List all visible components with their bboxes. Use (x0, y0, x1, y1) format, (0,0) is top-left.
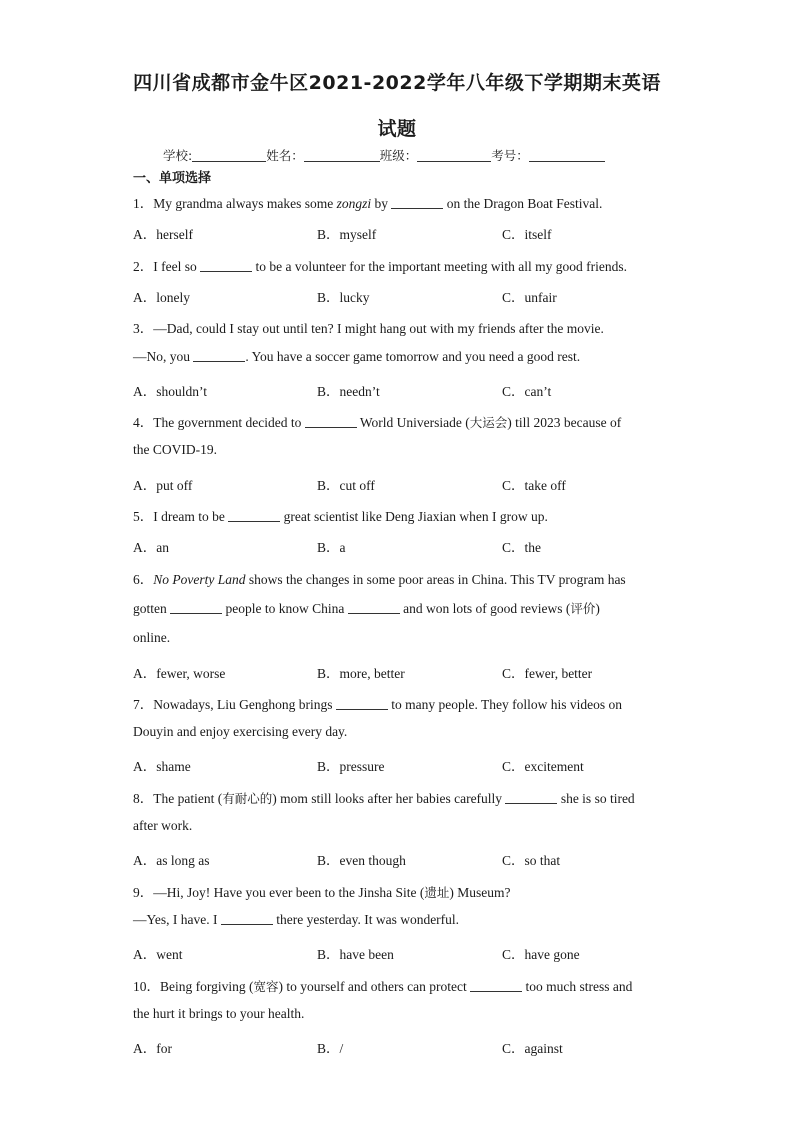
question-2-option-b: B．lucky (317, 289, 370, 305)
question-4-line-1 (133, 411, 621, 431)
answer-blank (348, 601, 400, 614)
question-text: 8．The patient ( (133, 790, 223, 806)
question-8-option-b: B．even though (317, 853, 406, 869)
name-blank (304, 148, 380, 162)
question-text: great scientist like Deng Jiaxian when I grow up. (280, 509, 548, 524)
question-text: ) mom still looks after her babies carefully (272, 790, 506, 806)
question-7-option-a: A．shame (133, 759, 191, 775)
question-text: and won lots of good reviews ( (399, 600, 571, 616)
question-text: too much stress and (522, 978, 633, 994)
question-text: 4．The government decided to (133, 415, 305, 431)
question-text: World Universiade ( (356, 415, 470, 431)
student-info-row (163, 146, 605, 164)
question-7-option-b: B．pressure (317, 759, 385, 775)
name-label: 姓名： (266, 148, 304, 163)
question-4-option-c: C．take off (502, 477, 566, 493)
italic-term: No Poverty Land (153, 571, 246, 587)
question-5-option-c: C．the (502, 540, 541, 556)
question-1-option-a: A．herself (133, 227, 193, 243)
italic-term: zongzi (336, 196, 372, 211)
answer-blank (228, 509, 280, 522)
question-text: 6． (133, 571, 154, 587)
question-3-option-c: C．can’t (502, 383, 552, 399)
question-4-line-2 (133, 442, 217, 458)
question-text: 7．Nowadays, Liu Genghong brings (133, 696, 336, 712)
question-text: ) (595, 600, 600, 616)
question-5-option-a: A．an (133, 540, 169, 556)
question-text: Douyin and enjoy exercising every day. (133, 724, 348, 740)
question-9-option-c: C．have gone (502, 947, 580, 963)
question-10-option-b: B．/ (317, 1041, 344, 1057)
answer-blank (200, 259, 252, 272)
question-text: ) Museum? (449, 884, 511, 900)
question-10-line-2 (133, 1006, 304, 1022)
question-text: after work. (133, 818, 193, 833)
question-text: . You have a soccer game tomorrow and you need a good rest. (245, 348, 581, 364)
question-text: 5．I dream to be (133, 509, 229, 524)
question-3-line-2 (133, 349, 580, 365)
answer-blank (221, 912, 273, 925)
question-1-line-1 (133, 192, 602, 212)
chinese-gloss: 大运会 (469, 415, 508, 431)
question-text: 1．My grandma always makes some (133, 196, 337, 211)
question-10-line-1 (133, 975, 632, 995)
question-text: people to know China (222, 600, 348, 616)
class-blank (417, 148, 491, 162)
question-10-option-a: A．for (133, 1041, 172, 1057)
answer-blank (336, 697, 388, 710)
question-4-option-b: B．cut off (317, 477, 375, 493)
question-7-option-c: C．excitement (502, 759, 584, 775)
question-6-line-1 (133, 568, 626, 588)
question-text: the hurt it brings to your health. (133, 1005, 305, 1021)
page-title-line-1: 四川省成都市金牛区2021-2022学年八年级下学期期末英语 (133, 72, 661, 94)
question-text: she is so tired (557, 790, 635, 806)
question-8-option-a: A．as long as (133, 853, 210, 869)
section-title: 一、单项选择 (133, 171, 212, 186)
question-9-line-1 (133, 881, 510, 901)
answer-blank (193, 349, 245, 362)
question-text: to be a volunteer for the important meeting with all my good friends. (252, 258, 628, 274)
answer-blank (305, 415, 357, 428)
question-2-option-a: A．lonely (133, 289, 190, 305)
question-text: by (371, 196, 392, 211)
answer-blank (170, 601, 222, 614)
question-10-option-c: C．against (502, 1041, 563, 1057)
question-text: 9．—Hi, Joy! Have you ever been to the Jinsha Site ( (133, 884, 425, 900)
question-3-line-1 (133, 317, 604, 337)
question-6-line-2 (133, 599, 600, 617)
answer-blank (505, 791, 557, 804)
question-6-option-b: B．more, better (317, 665, 405, 681)
question-8-line-1 (133, 787, 635, 807)
question-text: ) till 2023 because of (507, 415, 622, 431)
question-text: shows the changes in some poor areas in China. This TV program has (245, 571, 626, 587)
question-2-line-1 (133, 255, 627, 275)
question-text: the COVID-19. (133, 442, 217, 458)
answer-blank (470, 979, 522, 992)
question-7-line-2 (133, 724, 347, 740)
question-text: 2．I feel so (133, 258, 201, 274)
question-5-option-b: B．a (317, 540, 346, 556)
question-6-option-a: A．fewer, worse (133, 665, 226, 681)
chinese-gloss: 评价 (570, 600, 596, 616)
question-text: —Yes, I have. I (133, 911, 221, 927)
question-text: gotten (133, 600, 171, 616)
question-6-line-3 (133, 630, 170, 646)
question-1-option-c: C．itself (502, 227, 552, 243)
question-text: ) to yourself and others can protect (278, 978, 471, 994)
question-4-option-a: A．put off (133, 477, 193, 493)
question-text: 3．—Dad, could I stay out until ten? I might hang out with my friends after the movie. (133, 321, 604, 337)
school-blank (192, 148, 266, 162)
exam-number-blank (529, 148, 605, 162)
school-label: 学校: (163, 148, 193, 163)
question-8-line-2 (133, 818, 192, 834)
question-5-line-1 (133, 505, 548, 525)
question-text: there yesterday. It was wonderful. (272, 911, 460, 927)
question-7-line-1 (133, 693, 622, 713)
question-text: online. (133, 630, 171, 646)
answer-blank (391, 196, 443, 209)
question-8-option-c: C．so that (502, 853, 561, 869)
page-title-line-2: 试题 (377, 118, 417, 140)
exam-number-label: 考号： (491, 148, 529, 163)
question-text: 10．Being forgiving ( (133, 978, 254, 994)
question-3-option-b: B．needn’t (317, 383, 380, 399)
chinese-gloss: 宽容 (253, 978, 279, 994)
question-9-line-2 (133, 912, 459, 928)
question-9-option-b: B．have been (317, 947, 394, 963)
question-6-option-c: C．fewer, better (502, 665, 593, 681)
chinese-gloss: 有耐心的 (222, 790, 273, 806)
chinese-gloss: 遗址 (424, 884, 450, 900)
question-3-option-a: A．shouldn’t (133, 383, 208, 399)
question-text: —No, you (133, 348, 194, 364)
question-9-option-a: A．went (133, 947, 183, 963)
question-2-option-c: C．unfair (502, 289, 557, 305)
question-text: to many people. They follow his videos on (387, 696, 622, 712)
question-text: on the Dragon Boat Festival. (443, 196, 603, 211)
question-1-option-b: B．myself (317, 227, 377, 243)
class-label: 班级： (379, 148, 418, 163)
